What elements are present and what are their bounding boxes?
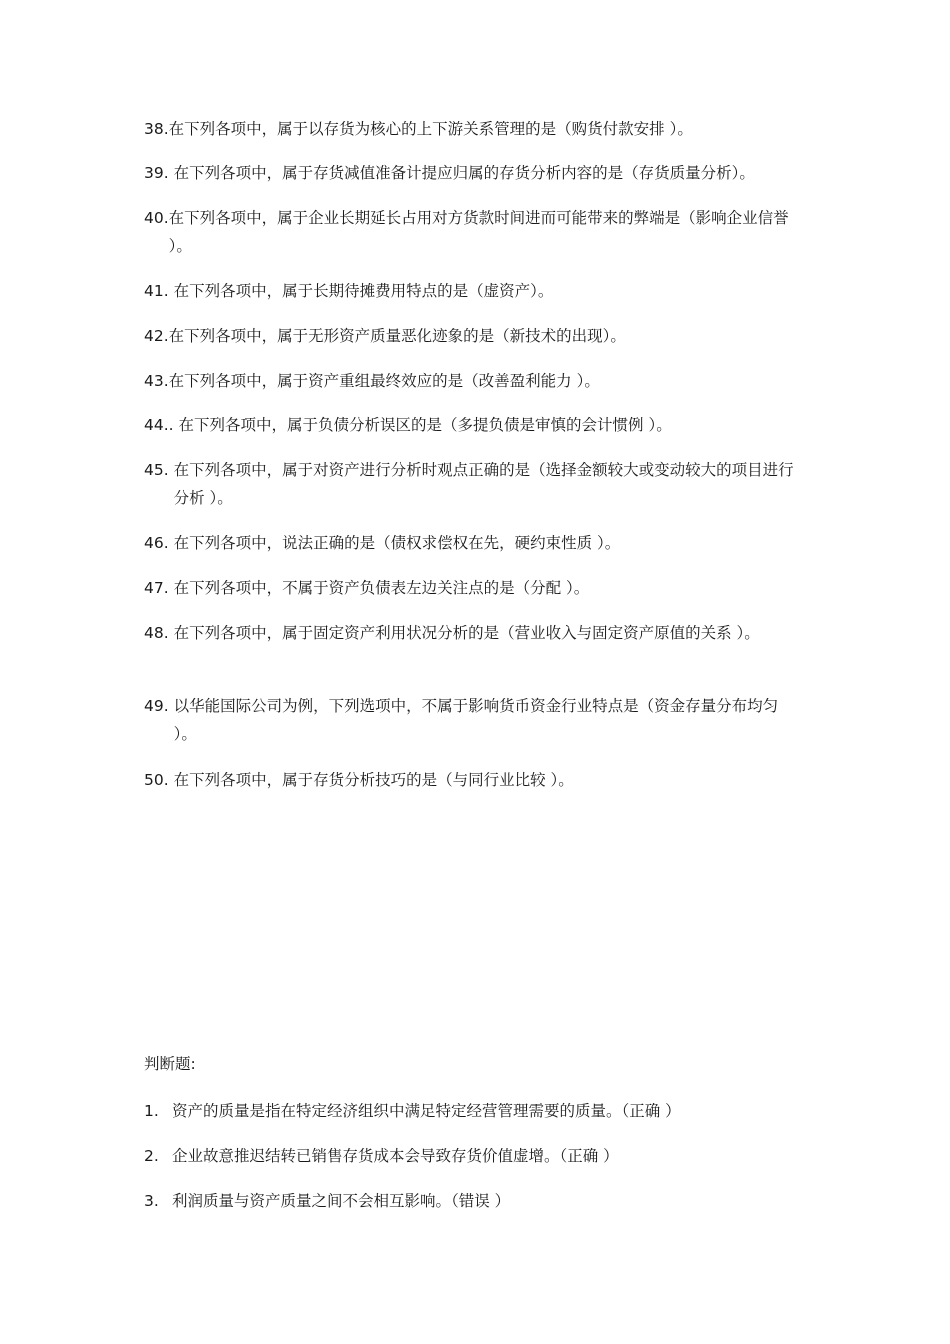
question-text: 在下列各项中，属于以存货为核心的上下游关系管理的是（购货付款安排 ）。 [168, 120, 693, 138]
question-text: 在下列各项中，属于固定资产利用状况分析的是（营业收入与固定资产原值的关系 ）。 [173, 624, 760, 642]
question-text: 在下列各项中，属于存货减值准备计提应归属的存货分析内容的是（存货质量分析）。 [173, 164, 755, 182]
question-number: 47. [144, 579, 174, 597]
question-number: 45. [144, 461, 174, 479]
question-50 [144, 766, 824, 794]
question-number: 46. [144, 534, 174, 552]
question-48 [144, 619, 774, 647]
question-number: 41. [144, 282, 174, 300]
judgment-number: 2. [144, 1147, 159, 1165]
judgment-text: 企业故意推迟结转已销售存货成本会导致存货价值虚增。（正确 ） [172, 1147, 619, 1165]
judgment-item-2 [144, 1142, 824, 1170]
question-39 [144, 159, 824, 187]
question-text: 在下列各项中，属于对资产进行分析时观点正确的是（选择金额较大或变动较大的项目进行分析 ）。 [173, 461, 794, 507]
question-number: 49. [144, 697, 174, 715]
question-42 [144, 322, 824, 350]
question-number: 48. [144, 624, 174, 642]
question-40 [144, 204, 799, 260]
question-number: 39. [144, 164, 174, 182]
question-text: 在下列各项中，属于无形资产质量恶化迹象的是（新技术的出现）。 [168, 327, 626, 345]
question-46 [144, 529, 824, 557]
question-41 [144, 277, 824, 305]
question-text: 在下列各项中，不属于资产负债表左边关注点的是（分配 ）。 [173, 579, 590, 597]
judgment-item-1 [144, 1097, 824, 1125]
question-43 [144, 367, 824, 395]
question-text: 在下列各项中，属于企业长期延长占用对方货款时间进而可能带来的弊端是（影响企业信誉 ）。 [168, 209, 789, 255]
question-44 [144, 411, 824, 439]
question-number: 50. [144, 771, 174, 789]
judgment-number: 1. [144, 1102, 159, 1120]
question-text: 在下列各项中，属于存货分析技巧的是（与同行业比较 ）。 [173, 771, 574, 789]
question-number: 38. [144, 120, 169, 138]
question-text: . 在下列各项中，属于负债分析误区的是（多提负债是审慎的会计惯例 ）。 [168, 416, 672, 434]
question-38 [144, 115, 824, 143]
judgment-text: 资产的质量是指在特定经济组织中满足特定经营管理需要的质量。（正确 ） [172, 1102, 681, 1120]
judgment-item-3 [144, 1187, 824, 1215]
question-text: 在下列各项中，说法正确的是（债权求偿权在先，硬约束性质 ）。 [173, 534, 621, 552]
question-45 [144, 456, 804, 512]
question-number: 42. [144, 327, 169, 345]
question-49 [144, 692, 804, 748]
question-text: 在下列各项中，属于长期待摊费用特点的是（虚资产）。 [173, 282, 554, 300]
question-number: 43. [144, 372, 169, 390]
judgment-number: 3. [144, 1192, 159, 1210]
section-title-judgment: 判断题: [144, 1055, 196, 1073]
question-text: 以华能国际公司为例，下列选项中，不属于影响货币资金行业特点是（资金存量分布均匀 ）。 [173, 697, 779, 743]
question-47 [144, 574, 824, 602]
question-number: 44. [144, 416, 169, 434]
judgment-text: 利润质量与资产质量之间不会相互影响。（错误 ） [172, 1192, 511, 1210]
question-text: 在下列各项中，属于资产重组最终效应的是（改善盈利能力 ）。 [168, 372, 600, 390]
question-number: 40. [144, 209, 169, 227]
